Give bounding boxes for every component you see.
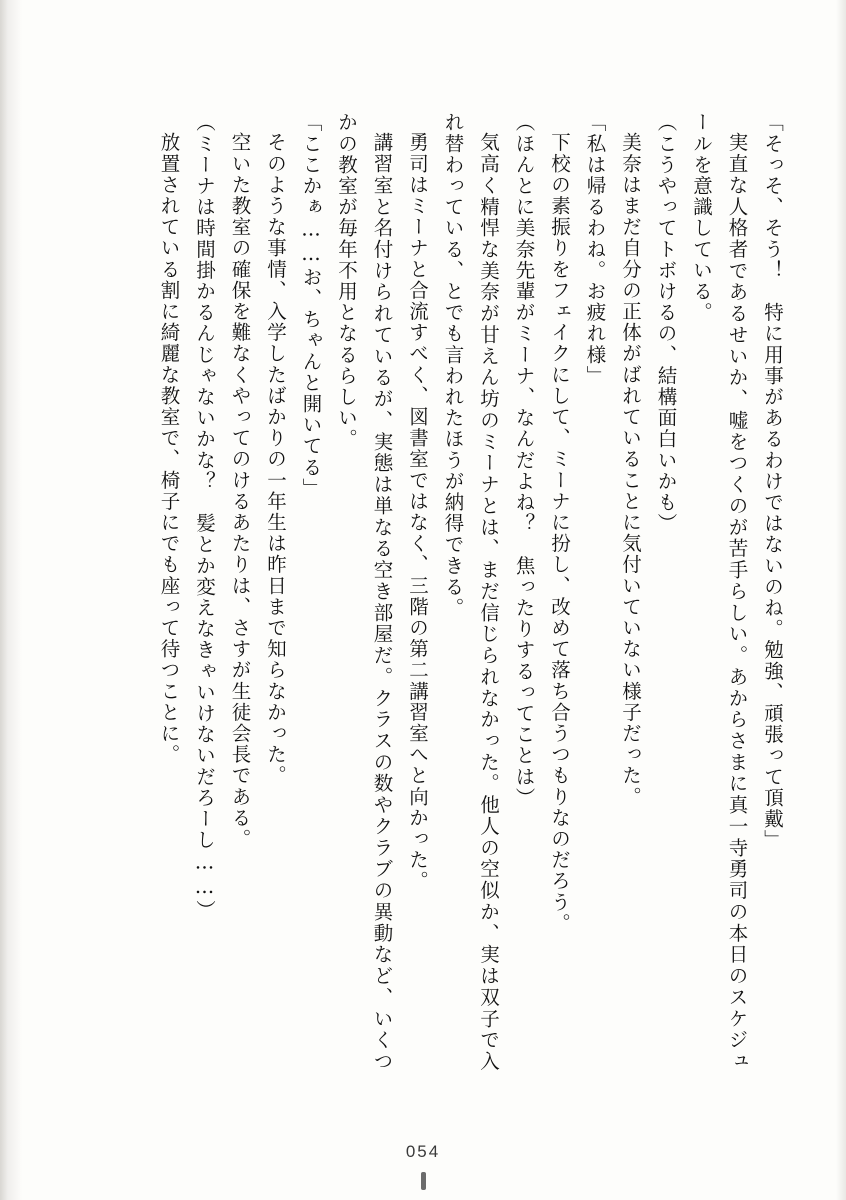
- paragraph: 講習室と名付けられているが、実態は単なる空き部屋だ。クラスの数やクラブの異動など、いくつかの教室が毎年不用となるらしい。: [335, 112, 394, 1072]
- paragraph: （ミーナは時間掛かるんじゃないかな？ 髪とか変えなきゃいけないだろーし……）: [193, 112, 216, 921]
- paragraph: 気高く精悍な美奈が甘えん坊のミーナとは、まだ信じられなかった。他人の空似か、実は双子で入れ替わっている、とでも言われたほうが納得できる。: [441, 112, 500, 1072]
- paragraph: （こうやってトボけるの、結構面白いかも）: [654, 112, 678, 534]
- paragraph: 下校の素振りをフェイクにして、ミーナに扮し、改めて落ち合うつもりなのだろう。: [548, 132, 571, 934]
- paragraph: （ほんとに美奈先輩がミーナ、なんだよね？ 焦ったりするってことは）: [512, 112, 536, 809]
- paragraph: 空いた教室の確保を難なくやってのけるあたりは、さすが生徒会長である。: [228, 132, 252, 850]
- spine-mark: [421, 1172, 426, 1190]
- paragraph: 「ここかぁ……お、ちゃんと開いてる」: [299, 112, 323, 499]
- paragraph: そのような事情、入学したばかりの一年生は昨日まで知らなかった。: [264, 132, 287, 787]
- paragraph: 「そっそ、そう！ 特に用事があるわけではないのね。勉強、頑張って頂戴」: [761, 112, 784, 851]
- paragraph: 美奈はまだ自分の正体がばれていることに気付いていない様子だった。: [619, 132, 642, 808]
- page-body-text: [90, 112, 790, 1072]
- paragraph: 実直な人格者であるせいか、嘘をつくのが苦手らしい。あからさまに真一寺勇司の本日のスケジュールを意識している。: [690, 112, 749, 1072]
- paragraph: 「私は帰るわね。お疲れ様」: [583, 112, 607, 387]
- page-number: 054: [405, 1142, 441, 1161]
- paragraph: 放置されている割に綺麗な教室で、椅子にでも座って待つことに。: [157, 132, 181, 765]
- paragraph: 勇司はミーナと合流すべく、図書室ではなく、三階の第二講習室へと向かった。: [406, 132, 429, 892]
